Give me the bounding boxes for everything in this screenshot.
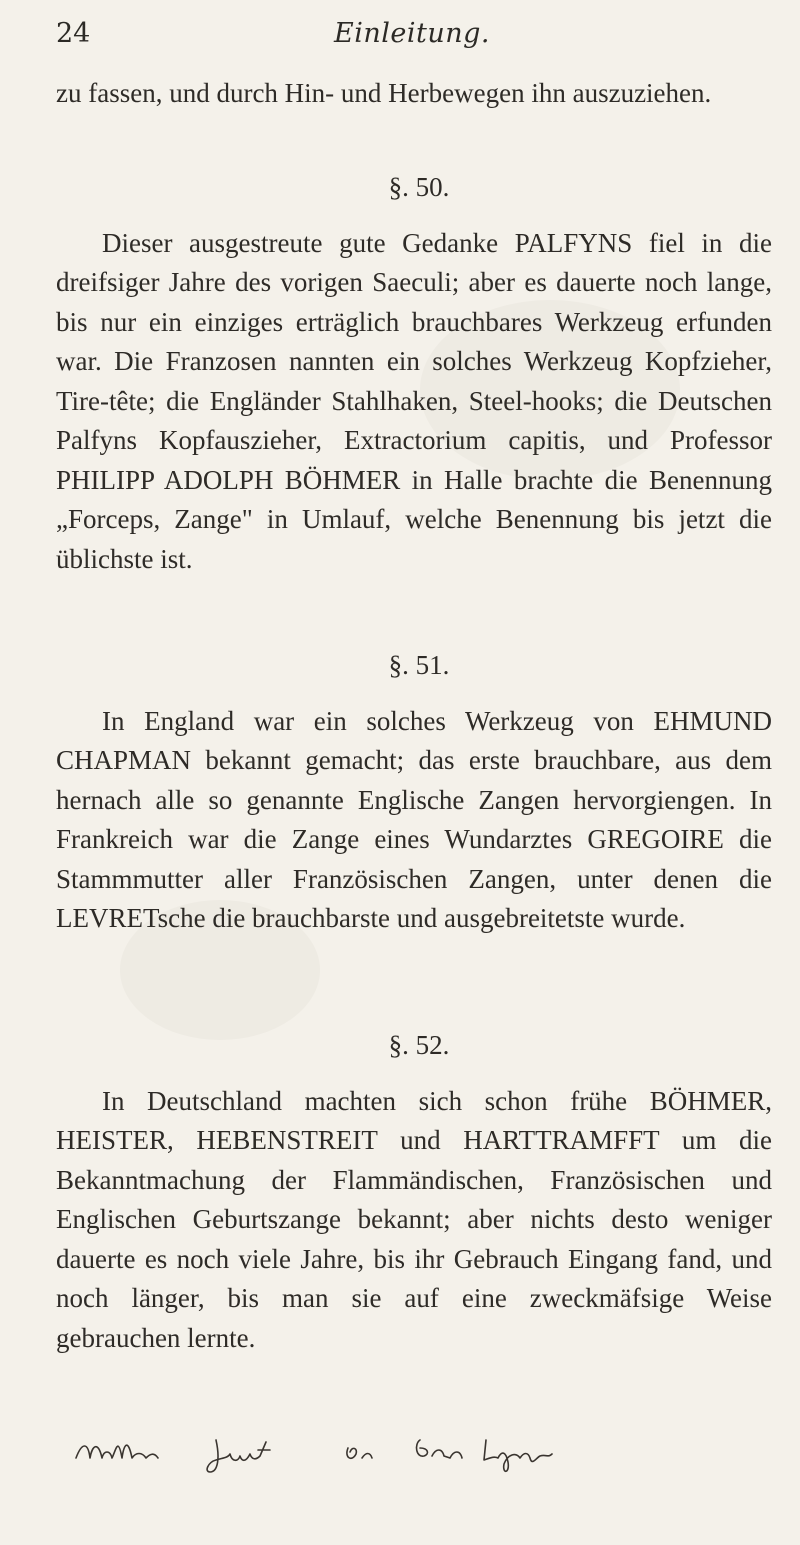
section-51 — [56, 630, 772, 939]
section-52 — [56, 1010, 772, 1358]
section-heading: §. 50. — [388, 172, 450, 202]
section-heading: §. 52. — [388, 1030, 450, 1060]
page-header — [56, 14, 740, 54]
paragraph: In England war ein solches Werkzeug von EHMUND CHAPMAN bekannt gemacht; das erste brauchbare, aus dem hernach alle so genannte Englische Zangen hervorgiengen. In Frankreich war die Zange eines Wundarztes GREGOIRE die Stammmutter aller Französischen Zangen, unter denen die LEVRETsche die brauchbarste und ausgebreitetste wurde. — [56, 705, 772, 933]
paragraph: In Deutschland machten sich schon frühe BÖHMER, HEISTER, HEBENSTREIT und HARTTRAMFFT um die Bekanntmachung der Flammändischen, Französischen und Englischen Geburtszange bekannt; aber nichts desto weniger dauerte es noch viele Jahre, bis ihr Gebrauch Eingang fand, und noch länger, bis man sie auf eine zweckmäfsige Weise gebrauchen lernte. — [56, 1085, 772, 1353]
handwriting-icon — [70, 1428, 710, 1476]
handwritten-signature — [70, 1428, 710, 1476]
text-block-intro — [56, 74, 772, 114]
section-50 — [56, 152, 772, 579]
paragraph: zu fassen, und durch Hin- und Herbewegen ihn auszuziehen. — [56, 78, 712, 108]
running-head: Einleitung. — [334, 18, 490, 49]
paragraph: Dieser ausgestreute gute Gedanke PALFYNS fiel in die dreifsiger Jahre des vorigen Saeculi; aber es dauerte noch lange, bis nur ein einziges erträglich brauchbares Werkzeug erfunden war. Die Franzosen nannten ein solches Werkzeug Kopfzieher, Tire-tête; die Engländer Stahlhaken, Steel-hooks; die Deutschen Palfyns Kopfauszieher, Extractorium capitis, und Professor PHILIPP ADOLPH BÖHMER in Halle brachte die Benennung „Forceps, Zange" in Umlauf, welche Benennung bis jetzt die üblichste ist. — [56, 227, 772, 574]
page-number: 24 — [56, 18, 91, 49]
section-heading: §. 51. — [388, 650, 450, 680]
